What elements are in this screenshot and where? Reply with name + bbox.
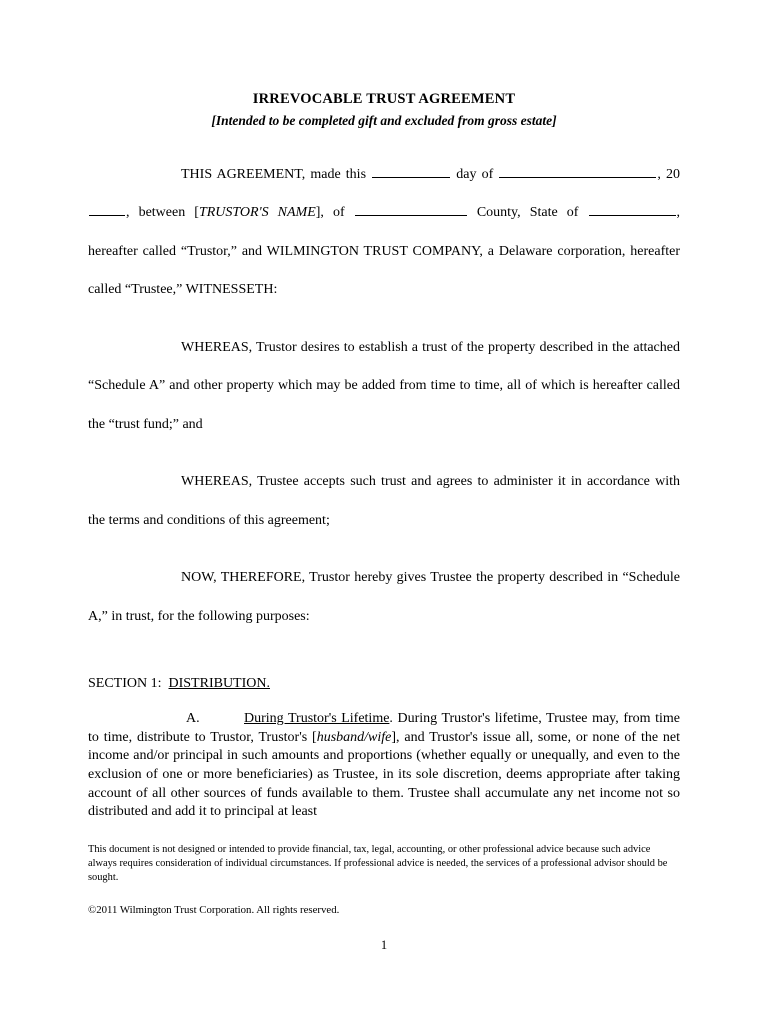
year-prefix: 20 (666, 166, 681, 182)
title-block (88, 90, 680, 130)
recital-paragraph-whereas-trustor (88, 329, 680, 445)
document-content (88, 0, 680, 822)
recital-paragraph-whereas-trustee (88, 463, 680, 540)
subtitle-close-bracket: ] (552, 112, 557, 128)
page-footer (88, 843, 674, 917)
subsection-a-body-part-1: . During Trustor's lifetime, Trustee may, from time to time, distribute to Trustor, Trustor's [ (88, 711, 680, 745)
husband-wife-placeholder: husband/wife (316, 729, 392, 745)
section-1-title: DISTRIBUTION. (168, 676, 270, 692)
comma-after-month: , (657, 166, 661, 182)
county-state-text: County, State of (476, 205, 579, 221)
of-text: ], of (315, 205, 345, 221)
county-blank-field[interactable] (355, 202, 467, 216)
document-title: IRREVOCABLE TRUST AGREEMENT (252, 91, 516, 107)
section-1-label: SECTION 1: (88, 676, 162, 692)
page-number: 1 (380, 938, 388, 952)
recital-paragraph-now-therefore (88, 559, 680, 636)
between-text: , between [ (126, 205, 199, 221)
subsection-a-letter: A. (186, 711, 200, 727)
trustee-definition-text: hereafter called “Trustor,” and WILMINGTON TRUST COMPANY, a Delaware corporation, hereafter called “Trustee,” WITNESSETH: (88, 243, 680, 298)
month-blank-field[interactable] (499, 164, 656, 178)
copyright-notice: ©2011 Wilmington Trust Corporation. All rights reserved. (88, 903, 340, 916)
whereas-trustor-text: WHEREAS, Trustor desires to establish a trust of the property described in the attached “Schedule A” and other property which may be added from time to time, all of which is hereafter called the “trust fund;” and (88, 339, 680, 432)
day-blank-field[interactable] (372, 164, 450, 178)
subsection-a (88, 710, 680, 822)
whereas-trustee-text: WHEREAS, Trustee accepts such trust and agrees to administer it in accordance with the terms and conditions of this agreement; (88, 474, 680, 528)
subsection-a-body-part-2: ], and Trustor's issue all, some, or none of the net income and/or principal in such amounts and proportions (whether equally or unequally, and even to the exclusion of one or more beneficiaries) as Trustee, in its sole discretion, deems appropriate after taking account of all other sources of funds available to them. Trustee shall accumulate any net income not so distributed and add it to principal at least (88, 729, 680, 820)
subtitle-open-bracket: [ (211, 112, 216, 128)
comma-after-state: , (676, 205, 681, 221)
agreement-lead-text: THIS AGREEMENT, made this (181, 166, 367, 182)
now-therefore-text: NOW, THEREFORE, Trustor hereby gives Trustee the property described in “Schedule A,” in trust, for the following purposes: (88, 570, 680, 624)
section-1-heading (88, 674, 680, 694)
subtitle-text: Intended to be completed gift and excluded from gross estate (215, 112, 553, 128)
trustor-name-placeholder: TRUSTOR'S NAME (198, 205, 316, 221)
year-blank-field[interactable] (89, 202, 125, 216)
subsection-a-heading: During Trustor's Lifetime (244, 711, 390, 727)
state-blank-field[interactable] (589, 202, 676, 216)
document-subtitle (88, 112, 680, 130)
day-of-text: day of (456, 166, 494, 182)
legal-disclaimer: This document is not designed or intended to provide financial, tax, legal, accounting, or other professional advice because such advice always requires consideration of individual circumstances. If professional advice is needed, the services of a professional advisor should be sought. (88, 844, 668, 884)
recital-paragraph-agreement (88, 156, 680, 310)
